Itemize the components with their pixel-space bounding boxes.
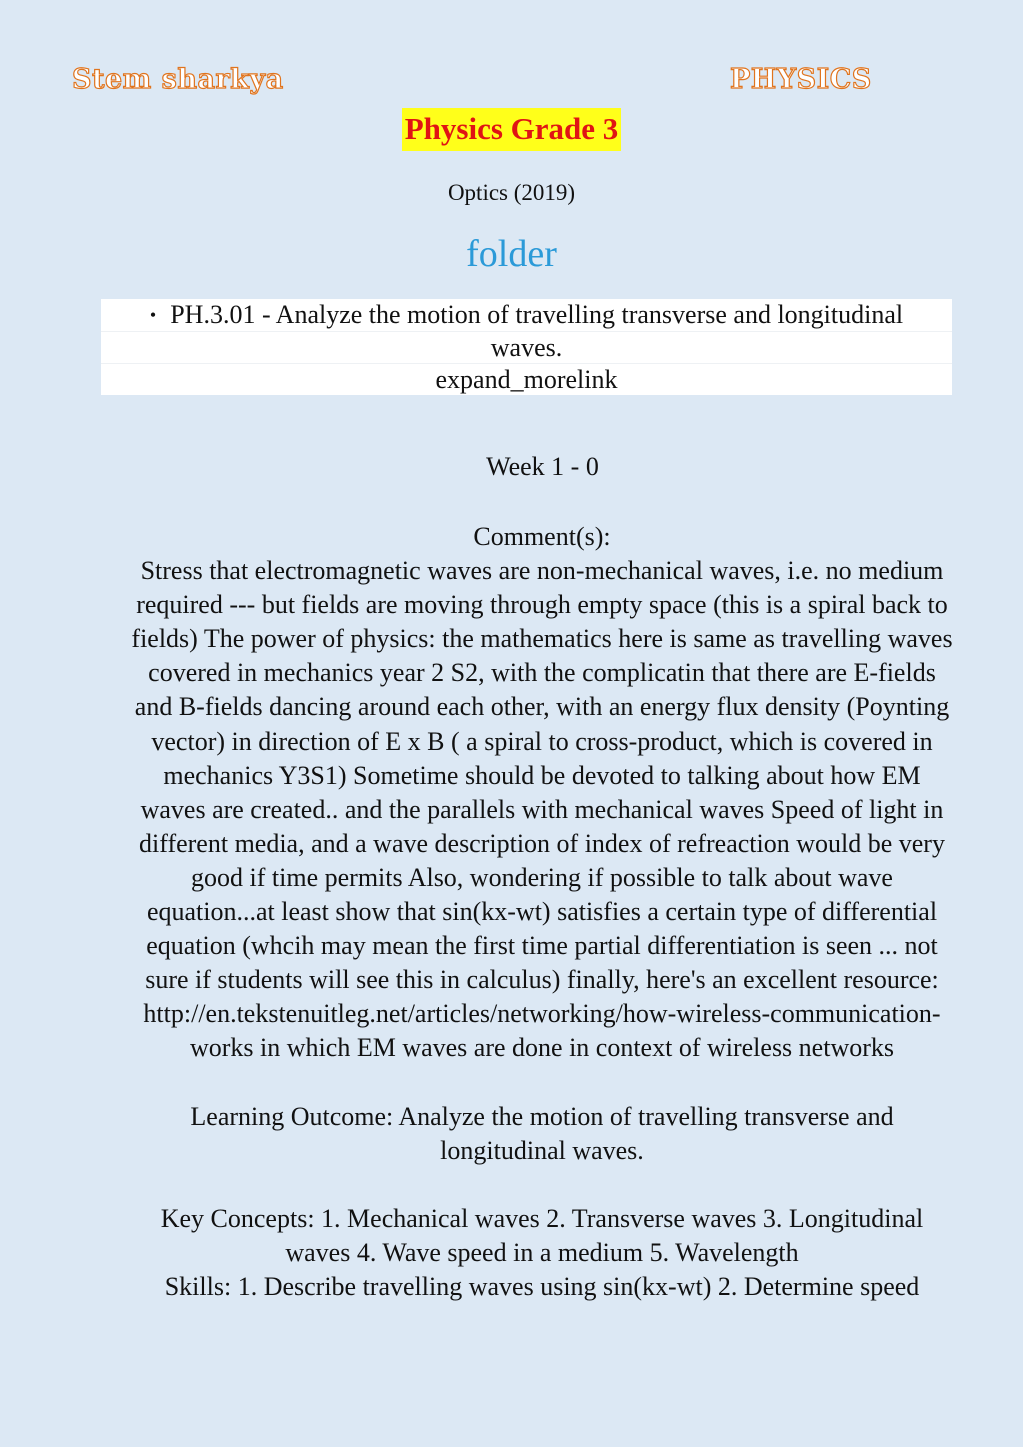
brand-logo-left: Stem sharkya (72, 64, 284, 95)
spacer (130, 1066, 954, 1100)
learning-outcome: Learning Outcome: Analyze the motion of travelling transverse and longitudinal waves. (190, 1101, 894, 1165)
spacer (130, 1168, 954, 1202)
outcome-item (101, 299, 952, 332)
comments-label: Comment(s): (473, 522, 611, 551)
subject-logo-right: PHYSICS (730, 64, 872, 95)
bullet-icon: • (149, 305, 157, 325)
key-concepts: Key Concepts: 1. Mechanical waves 2. Transverse waves 3. Longitudinal waves 4. Wave speed in a medium 5. Wavelength (160, 1203, 924, 1267)
page-title: Physics Grade 3 (402, 108, 622, 151)
outcome-panel (101, 299, 952, 395)
skills: Skills: 1. Describe travelling waves using sin(kx-wt) 2. Determine speed (164, 1271, 920, 1301)
expand-more-link[interactable]: expand_morelink (435, 365, 618, 394)
title-container (0, 108, 1023, 151)
comments-text: Stress that electromagnetic waves are non-mechanical waves, i.e. no medium required --- but fields are moving through empty space (this is a spiral back to fields) The power of physics: the mathematics here is same as travelling waves covered in mechanics year 2 S2, with the complicatin that there are E-fields and B-fields dancing around each other, with an energy flux density (Poynting vector) in direction of E x B ( a spiral to cross-product, which is covered in mechanics Y3S1) Sometime should be devoted to talking about how EM waves are created.. and the parallels with mechanical waves Speed of light in different media, and a wave description of index of refreaction would be very good if time permits Also, wondering if possible to talk about wave equation...at least show that sin(kx-wt) satisfies a certain type of differential equation (whcih may mean the first time partial differentiation is seen ... not sure if students will see this in calculus) finally, here's an excellent resource: http://en.tekstenuitleg.net/articles/networking/how-wireless-communication-works in which EM waves are done in context of wireless networks (131, 556, 953, 1063)
lesson-body (130, 520, 954, 1304)
page-subtitle: Optics (2019) (447, 180, 576, 205)
outcome-item-continued (101, 332, 952, 364)
outcome-text-line2: waves. (490, 333, 563, 362)
week-label: Week 1 - 0 (486, 452, 599, 481)
folder-link[interactable]: folder (466, 233, 557, 275)
outcome-text-line1: PH.3.01 - Analyze the motion of travelling transverse and longitudinal (170, 300, 904, 329)
